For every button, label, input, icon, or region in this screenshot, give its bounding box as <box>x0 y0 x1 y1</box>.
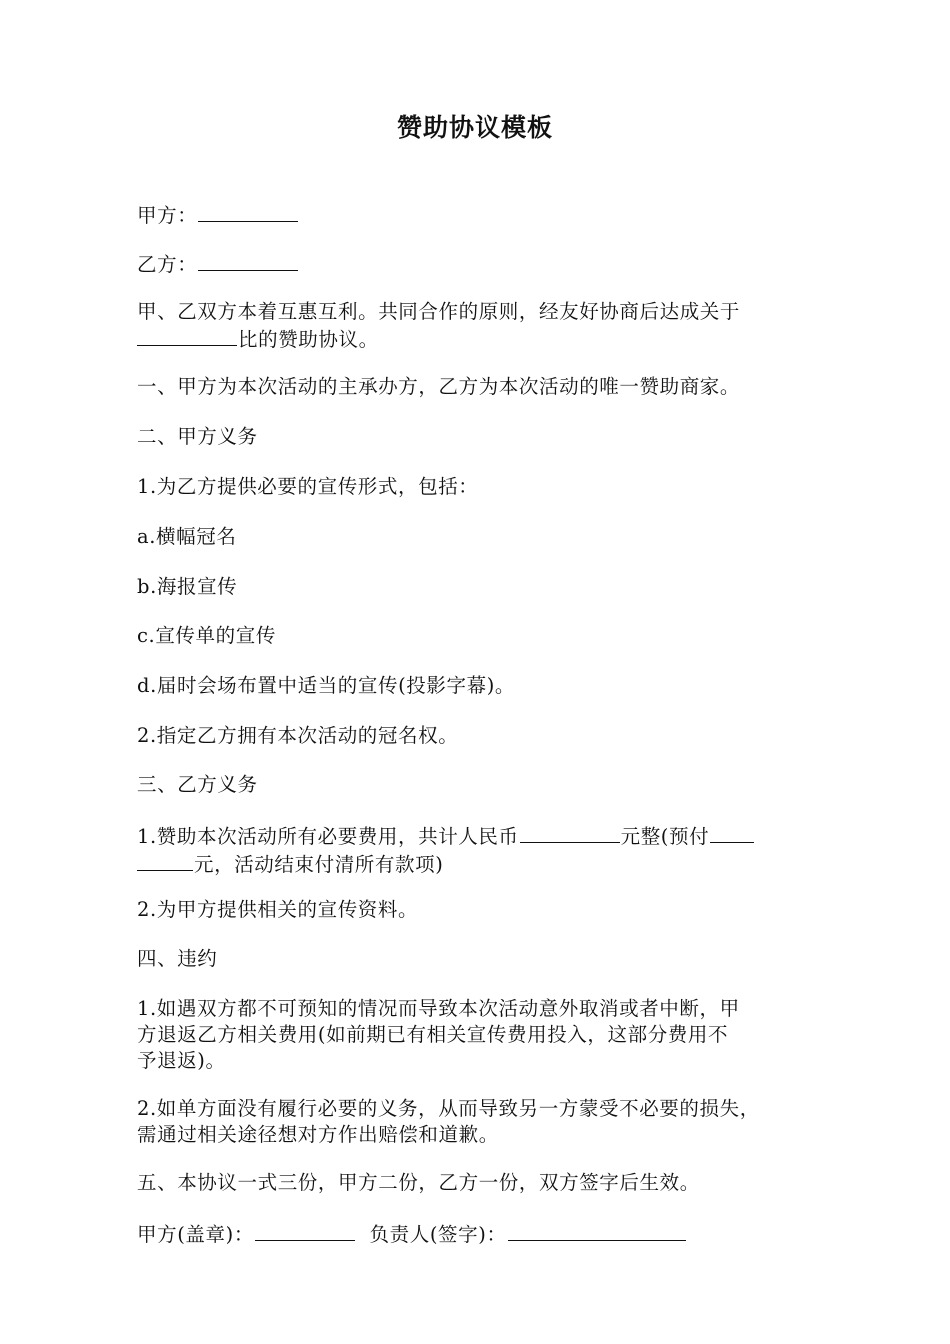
party-a-blank <box>198 201 298 222</box>
section-2-item-b: b.海报宣传 <box>137 575 238 598</box>
section-3-title: 三、乙方义务 <box>137 773 258 796</box>
section-4-title: 四、违约 <box>137 947 218 970</box>
clause-1: 一、甲方为本次活动的主承办方，乙方为本次活动的唯一赞助商家。 <box>137 375 741 398</box>
clause-5: 五、本协议一式三份，甲方二份，乙方一份，双方签字后生效。 <box>137 1171 700 1194</box>
section-3-item-1 <box>137 822 827 878</box>
intro-text-2: 比的赞助协议。 <box>238 328 379 351</box>
section-2-item-a: a.横幅冠名 <box>137 525 237 548</box>
section-4-item-2 <box>137 1096 827 1148</box>
sign-person-label: 负责人(签字)： <box>369 1223 507 1246</box>
signature-line <box>137 1220 857 1248</box>
s4-item1-line-3: 予退返)。 <box>137 1049 226 1072</box>
section-4-item-1 <box>137 996 827 1074</box>
intro-text-1: 甲、乙双方本着互惠互利。共同合作的原则，经友好协商后达成关于 <box>137 300 741 323</box>
s4-item2-line-1: 2.如单方面没有履行必要的义务，从而导致另一方蒙受不必要的损失， <box>137 1097 760 1120</box>
section-2-item-2: 2.指定乙方拥有本次活动的冠名权。 <box>137 724 459 747</box>
seal-blank <box>255 1220 355 1241</box>
document-title: 赞助协议模板 <box>396 113 553 142</box>
sign-party-a-label: 甲方(盖章)： <box>137 1223 254 1246</box>
s4-item2-line-2: 需通过相关途径想对方作出赔偿和道歉。 <box>137 1123 499 1146</box>
s4-item1-line-2: 方退返乙方相关费用(如前期已有相关宣传费用投入，这部分费用不 <box>137 1023 729 1046</box>
prepay-blank-2 <box>137 850 193 871</box>
signature-blank <box>508 1220 686 1241</box>
s4-item1-line-1: 1.如遇双方都不可预知的情况而导致本次活动意外取消或者中断，甲 <box>137 997 740 1020</box>
s3-item1-text-2: 元整(预付 <box>620 825 710 848</box>
section-2-item-1: 1.为乙方提供必要的宣传形式，包括： <box>137 475 479 498</box>
party-b-label: 乙方： <box>137 253 198 276</box>
party-a-line <box>137 201 827 229</box>
party-a-label: 甲方： <box>137 204 198 227</box>
party-b-line <box>137 250 827 278</box>
section-3-item-2: 2.为甲方提供相关的宣传资料。 <box>137 898 419 921</box>
prepay-blank-1 <box>710 822 754 843</box>
party-b-blank <box>198 250 298 271</box>
section-2-title: 二、甲方义务 <box>137 425 258 448</box>
total-amount-blank <box>520 822 620 843</box>
intro-blank <box>137 325 237 346</box>
intro-paragraph <box>137 299 827 353</box>
section-2-item-c: c.宣传单的宣传 <box>137 624 276 647</box>
s3-item1-text-1: 1.赞助本次活动所有必要费用，共计人民币 <box>137 825 519 848</box>
s3-item1-text-3: 元，活动结束付清所有款项) <box>194 853 444 876</box>
section-2-item-d: d.届时会场布置中适当的宣传(投影字幕)。 <box>137 674 515 697</box>
